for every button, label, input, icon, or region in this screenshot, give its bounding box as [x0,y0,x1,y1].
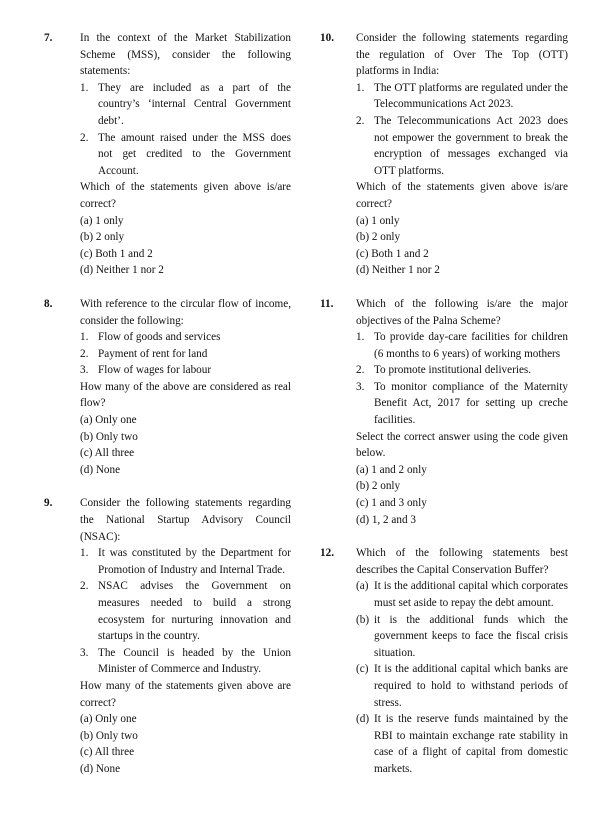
question-number: 12. [320,547,334,560]
statement-number: 1. [80,547,89,560]
statement-text: Flow of wages for labour [98,364,212,377]
option-d[interactable]: (d) Neither 1 nor 2 [80,264,164,277]
statement-text: The Council is headed by the Union Minister of Commerce and Industry. [98,646,291,676]
statement-number: 3. [80,646,89,659]
question-stem: With reference to the circular flow of income, consider the following: [80,297,291,327]
option-b[interactable]: (b) 2 only [80,231,125,244]
statement-number: 1. [356,81,365,94]
statement-number: 3. [356,380,365,393]
question-prompt: Which of the statements given above is/are correct? [80,181,291,210]
question-prompt: Which of the statements given above is/are correct? [356,181,568,210]
option-a[interactable]: (a) Only one [80,713,137,726]
option-label: (c) [356,663,369,676]
statement-item [80,80,291,130]
statement-number: 2. [80,347,89,360]
question-number: 9. [44,497,53,510]
option-c[interactable]: (c) 1 and 3 only [356,497,427,510]
option-label: (d) [356,713,370,726]
statement-item [80,578,291,644]
option-a[interactable] [356,578,568,611]
statement-item [356,379,568,429]
option-a[interactable]: (a) 1 only [80,214,124,227]
statement-text: NSAC advises the Government on measures needed to build a strong ecosystem for nurturing innovation and startups in the country. [98,580,291,643]
option-d[interactable]: (d) None [80,762,121,775]
option-d[interactable]: (d) None [80,463,121,476]
statement-number: 2. [356,364,365,377]
statement-number: 1. [80,81,89,94]
option-text: It is the reserve funds maintained by the RBI to maintain exchange rate stability in case of a flight of capital from domestic markets. [374,713,568,775]
question-9 [44,495,291,777]
question-12 [320,545,568,777]
statement-item [80,346,291,363]
option-a[interactable]: (a) Only one [80,414,137,427]
question-8 [44,296,291,479]
statement-number: 1. [356,331,365,344]
statement-item [356,80,568,113]
option-text: it is the additional funds which the government keeps to face the fiscal crisis situation. [374,613,568,659]
option-b[interactable] [356,612,568,662]
statement-item [356,362,568,379]
statement-number: 2. [356,114,365,127]
statement-text: To promote institutional deliveries. [374,364,532,377]
question-stem: Which of the following is/are the major objectives of the Palna Scheme? [356,297,568,327]
question-number: 7. [44,32,53,44]
option-c[interactable]: (c) Both 1 and 2 [80,247,153,260]
question-number: 10. [320,32,334,44]
option-c[interactable] [356,661,568,711]
question-10 [320,30,568,279]
option-d[interactable]: (d) Neither 1 nor 2 [356,264,440,277]
option-text: It is the additional capital which banks are required to hold to withstand periods of stress. [374,663,568,709]
statement-text: The amount raised under the MSS does not get credited to the Government Account. [98,131,291,177]
question-number: 11. [320,297,334,310]
question-prompt: How many of the statements given above are correct? [80,679,291,709]
statement-text: Payment of rent for land [98,347,208,360]
statement-item [356,113,568,179]
statement-item [80,362,291,379]
option-b[interactable]: (b) 2 only [356,480,401,493]
option-label: (b) [356,613,370,626]
question-prompt: Select the correct answer using the code given below. [356,430,568,460]
statement-text: The OTT platforms are regulated under the Telecommunications Act 2023. [374,81,568,111]
statement-number: 2. [80,580,89,593]
question-number: 8. [44,297,53,310]
question-11 [320,296,568,528]
statement-number: 2. [80,131,89,144]
statement-item [80,329,291,346]
statement-text: Flow of goods and services [98,331,221,344]
option-c[interactable]: (c) All three [80,447,135,460]
option-c[interactable]: (c) Both 1 and 2 [356,247,429,260]
statement-item [80,545,291,578]
statement-item [356,329,568,362]
statement-text: It was constituted by the Department for Promotion of Industry and Internal Trade. [98,547,291,576]
statement-number: 3. [80,364,89,377]
option-a[interactable]: (a) 1 and 2 only [356,463,427,476]
statement-text: To provide day-care facilities for children (6 months to 6 years) of working mothers [374,331,568,360]
option-text: It is the additional capital which corporates must set aside to repay the debt amount. [374,580,568,609]
option-d[interactable] [356,711,568,777]
statement-text: To monitor compliance of the Maternity Benefit Act, 2017 for setting up creche facilities. [374,380,568,427]
statement-item [80,130,291,180]
question-stem: Consider the following statements regarding the National Startup Advisory Council (NSAC): [80,497,291,543]
statement-number: 1. [80,331,89,344]
option-b[interactable]: (b) 2 only [356,231,401,244]
left-column [44,30,291,778]
statement-text: They are included as a part of the country’s ‘internal Central Government debt’. [98,81,291,127]
option-a[interactable]: (a) 1 only [356,214,400,227]
right-column [320,30,568,778]
question-7 [44,30,291,279]
option-b[interactable]: (b) Only two [80,729,138,742]
question-stem: Consider the following statements regarding the regulation of Over The Top (OTT) platforms in India: [356,32,568,78]
statement-item [80,645,291,678]
option-b[interactable]: (b) Only two [80,430,138,443]
option-label: (a) [356,580,369,593]
option-d[interactable]: (d) 1, 2 and 3 [356,513,416,526]
option-c[interactable]: (c) All three [80,746,135,759]
question-stem: Which of the following statements best describes the Capital Conservation Buffer? [356,547,568,576]
question-stem: In the context of the Market Stabilization Scheme (MSS), consider the following statements: [80,32,291,78]
statement-text: The Telecommunications Act 2023 does not empower the government to break the encryption of messages exchanged via OTT platforms. [374,114,568,177]
question-prompt: How many of the above are considered as real flow? [80,380,291,410]
